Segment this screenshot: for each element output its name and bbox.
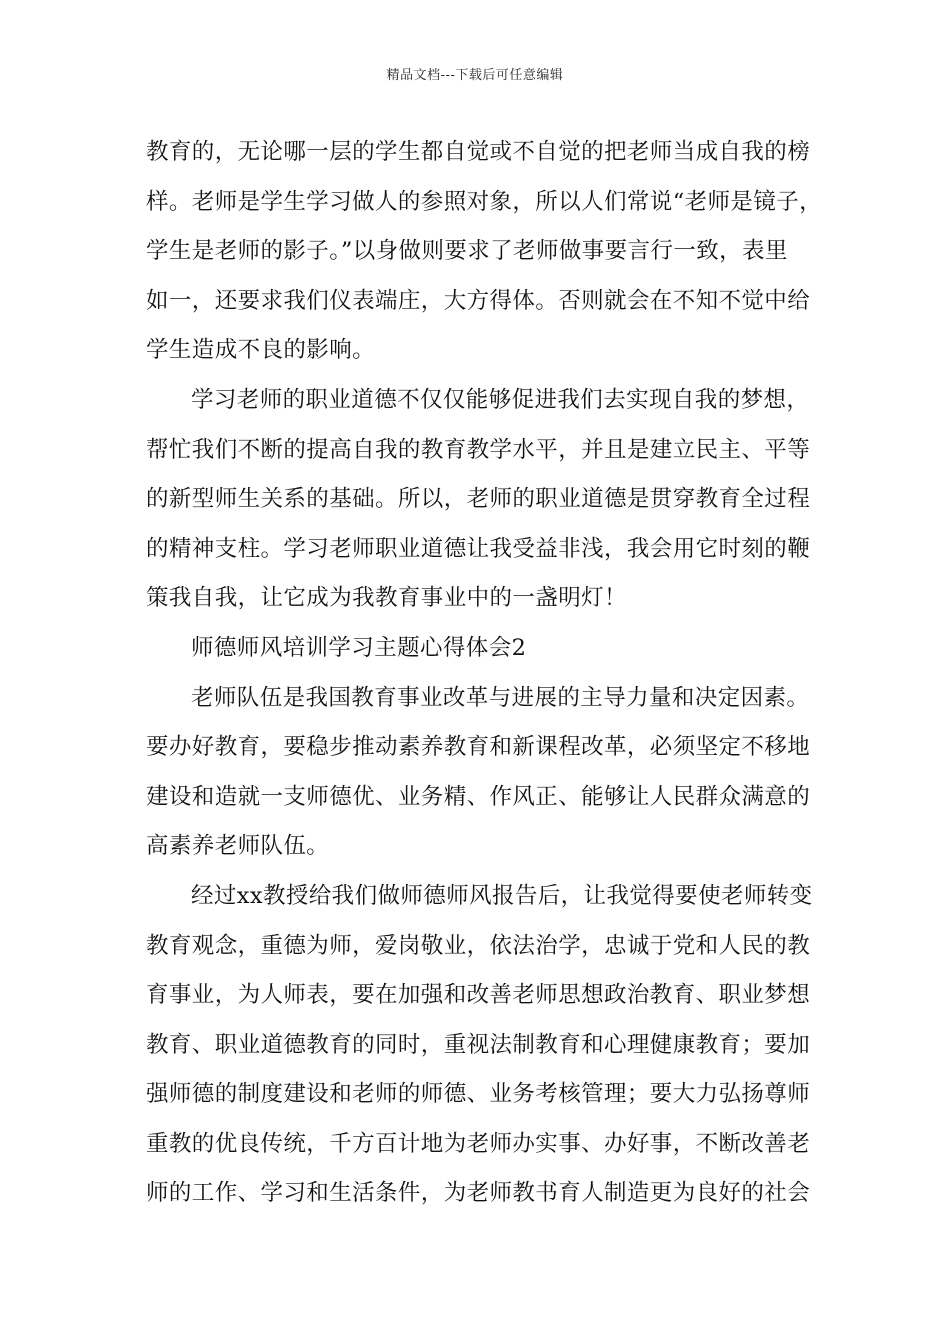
text-line: 老师队伍是我国教育事业改革与进展的主导力量和决定因素。 [191,684,810,711]
text-line: 强师德的制度建设和老师的师德、业务考核管理；要大力弘扬尊师 [146,1081,811,1108]
text-line: 师的工作、学习和生活条件，为老师教书育人制造更为良好的社会 [146,1180,811,1207]
text-line: 帮忙我们不断的提高自我的教育教学水平，并且是建立民主、平等 [146,436,811,463]
text-line: 教育、职业道德教育的同时，重视法制教育和心理健康教育；要加 [146,1031,811,1058]
text-line: 的新型师生关系的基础。所以，老师的职业道德是贯穿教育全过程 [146,486,811,513]
text-line: 教育观念，重德为师，爱岗敬业，依法治学，忠诚于党和人民的教 [146,932,811,959]
text-line: 如一，还要求我们仪表端庄，大方得体。否则就会在不知不觉中给 [146,287,811,314]
text-line: 高素养老师队伍。 [146,833,330,860]
text-line: 要办好教育，要稳步推动素养教育和新课程改革，必须坚定不移地 [146,734,811,761]
text-line: 经过xx教授给我们做师德师风报告后，让我觉得要使老师转变 [191,882,813,909]
text-line: 建设和造就一支师德优、业务精、作风正、能够让人民群众满意的 [146,783,811,810]
text-line: 学生是老师的影子。”以身做则要求了老师做事要言行一致，表里 [146,238,788,265]
text-line: 教育的，无论哪一层的学生都自觉或不自觉的把老师当成自我的榜 [146,139,811,165]
page-header: 精品文档---下载后可任意编辑 [386,68,564,83]
text-line: 的精神支柱。学习老师职业道德让我受益非浅，我会用它时刻的鞭 [146,535,811,562]
text-line: 学生造成不良的影响。 [146,337,376,364]
text-line: 策我自我，让它成为我教育事业中的一盏明灯！ [146,585,627,612]
text-line: 学习老师的职业道德不仅仅能够促进我们去实现自我的梦想， [191,386,810,413]
text-line: 重教的优良传统，千方百计地为老师办实事、办好事，不断改善老 [146,1130,811,1157]
document-body [146,128,823,1219]
section-heading: 师德师风培训学习主题心得体会2 [191,634,527,661]
text-line: 样。老师是学生学习做人的参照对象，所以人们常说“老师是镜子， [146,188,823,215]
text-line: 育事业，为人师表，要在加强和改善老师思想政治教育、职业梦想 [146,982,811,1009]
